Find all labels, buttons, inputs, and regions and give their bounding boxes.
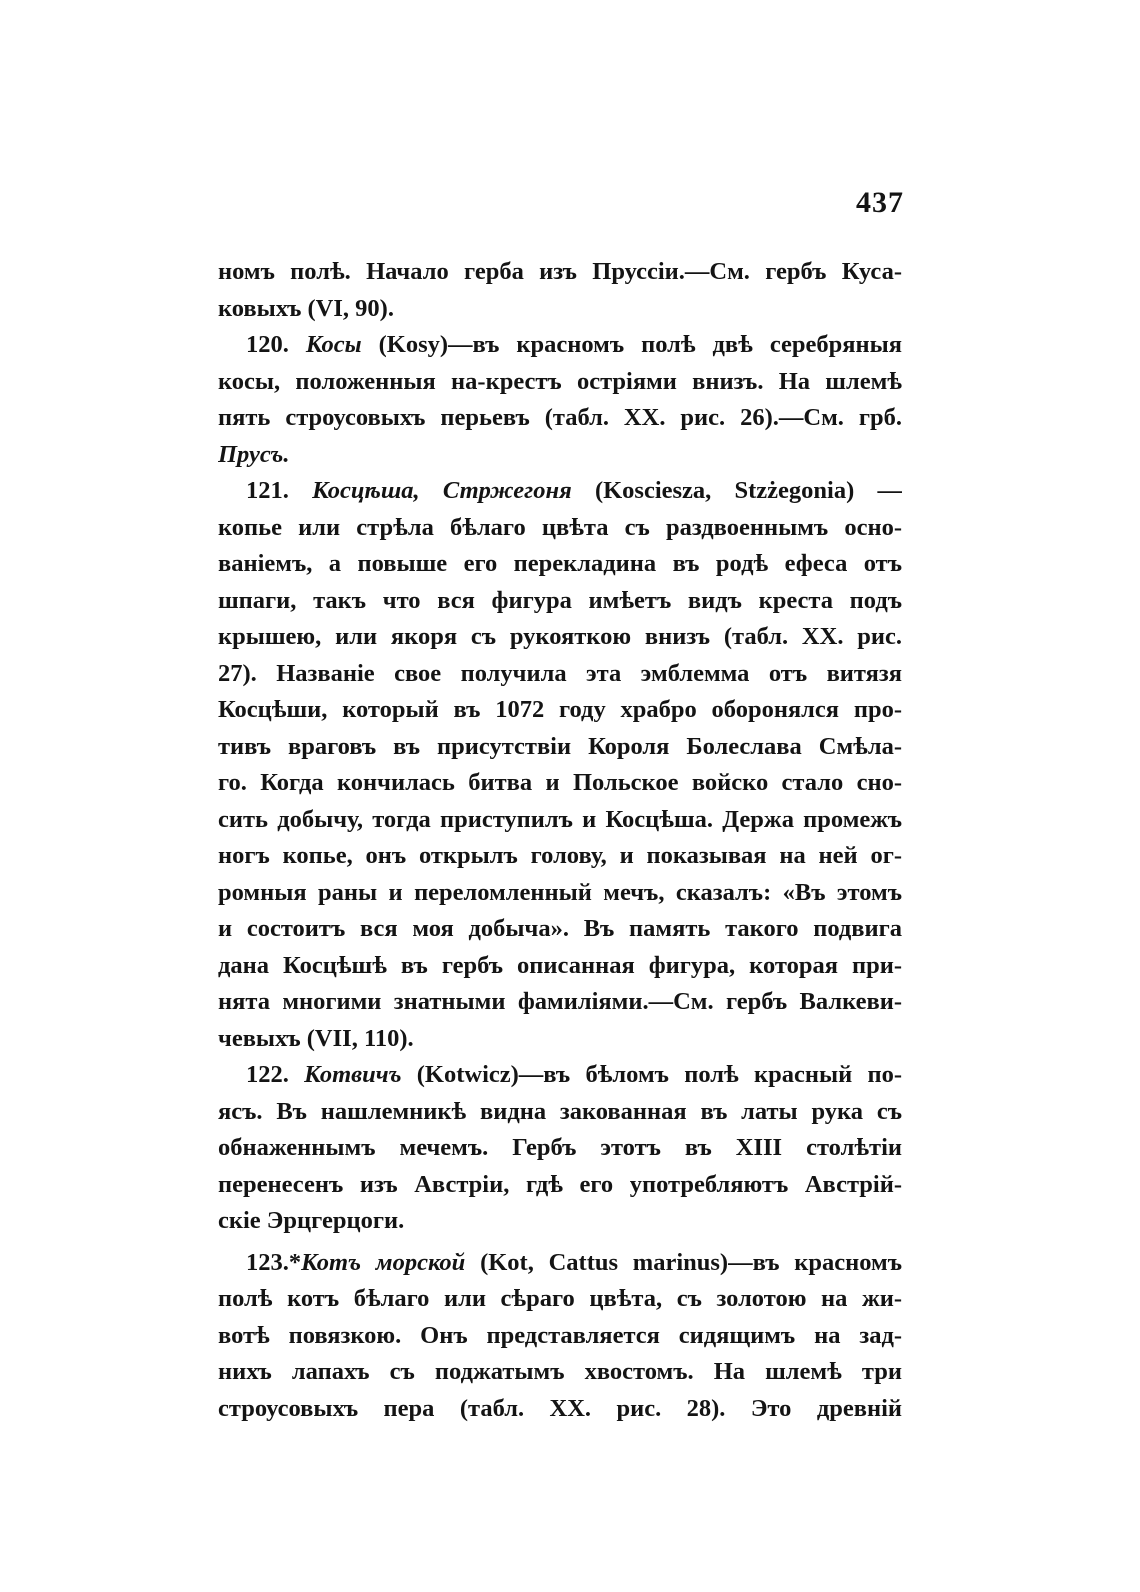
text-line [218,291,902,328]
text-run: (Kotwicz)—въ бѣломъ полѣ красный по- [401,1061,902,1088]
italic-term: Котъ морской [301,1248,466,1276]
text-run: (Kosy)—въ красномъ полѣ двѣ серебряныя [361,331,902,358]
text-run: 123.* [246,1248,302,1276]
text-run: чевыхъ (VII, 110). [218,1024,414,1052]
text-line [218,1203,902,1240]
text-line [218,254,902,291]
text-line [218,1318,902,1355]
text-line [218,546,902,583]
text-line [218,656,902,693]
text-run: ромныя раны и переломленный мечъ, сказалъ: «Въ этомъ [218,878,902,906]
text-run: (Kosciesza, Stzżegonia) — [571,477,902,504]
text-run: сить добычу, тогда приступилъ и Косцѣша. Держа промежъ [218,805,902,833]
text-line [218,802,902,839]
text-run: нихъ лапахъ съ поджатымъ хвостомъ. На шлемѣ три [218,1358,902,1385]
text-line [218,765,902,802]
text-line [218,1057,902,1094]
text-run: строусовыхъ пера (табл. XX. рис. 28). Это древній [218,1394,902,1422]
italic-term: Косцѣша, Стржегоня [312,477,572,504]
text-run: нята многими знатными фамиліями.—См. гербъ Валкеви- [218,988,902,1015]
text-run: ваніемъ, а повыше его перекладина въ родѣ ефеса отъ [218,550,902,577]
text-run: ясъ. Въ нашлемникѣ видна закованная въ латы рука съ [218,1097,902,1125]
text-line [218,911,902,948]
text-line [218,1021,902,1058]
text-run: го. Когда кончилась битва и Польское войско стало сно- [218,769,902,796]
text-line [218,437,902,474]
text-line [218,875,902,912]
text-line [218,1130,902,1167]
text-line [218,1245,902,1282]
text-run: перенесенъ изъ Австріи, гдѣ его употребляютъ Австрій- [218,1170,902,1198]
text-line [218,692,902,729]
italic-term: Косы [305,331,362,358]
text-run: и состоитъ вся моя добыча». Въ память такого подвига [218,915,902,942]
text-run: крышею, или якоря съ рукояткою внизъ (табл. XX. рис. [218,623,902,650]
text-line [218,583,902,620]
text-run: шпаги, такъ что вся фигура имѣетъ видъ креста подъ [218,586,902,614]
text-line [218,729,902,766]
text-line [218,1281,902,1318]
text-line [218,400,902,437]
text-run: вотѣ повязкою. Онъ представляется сидящимъ на зад- [218,1321,902,1349]
body-text [218,254,902,1427]
text-line [218,1094,902,1131]
page-number: 437 [856,186,904,219]
text-run: 27). Названіе свое получила эта эмблемма отъ витязя [218,659,902,687]
text-run: скіе Эрцгерцоги. [218,1207,405,1234]
text-run: полѣ котъ бѣлаго или сѣраго цвѣта, съ золотою на жи- [218,1285,902,1312]
text-run: номъ полѣ. Начало герба изъ Пруссіи.—См. гербъ Куса- [218,258,902,285]
text-line [218,1391,902,1428]
text-run: 121. [246,477,313,504]
text-line [218,838,902,875]
text-line [218,1167,902,1204]
text-run: пять строусовыхъ перьевъ (табл. XX. рис. 26).—См. грб. [218,404,902,431]
italic-term: Прусъ. [218,440,290,468]
text-run: косы, положенныя на-крестъ остріями внизъ. На шлемѣ [218,367,902,395]
italic-term: Котвичъ [304,1061,402,1088]
text-run: Косцѣши, который въ 1072 году храбро оборонялся про- [218,696,902,723]
text-run: обнаженнымъ мечемъ. Гербъ этотъ въ XIII столѣтіи [218,1134,902,1161]
text-line [218,619,902,656]
text-line [218,1354,902,1391]
text-run: тивъ враговъ въ присутствіи Короля Болеслава Смѣла- [218,732,902,760]
text-run: ковыхъ (VI, 90). [218,294,394,322]
text-run: копье или стрѣла бѣлаго цвѣта съ раздвоеннымъ осно- [218,513,902,541]
text-run: дана Косцѣшѣ въ гербъ описанная фигура, которая при- [218,951,902,979]
text-line [218,327,902,364]
text-line [218,364,902,401]
text-line [218,510,902,547]
text-line [218,984,902,1021]
text-line [218,948,902,985]
text-line [218,473,902,510]
text-run: 120. [246,331,306,358]
text-run: 122. [246,1061,305,1088]
text-run: (Kot, Cattus marinus)—въ красномъ [465,1248,902,1276]
text-run: ногъ копье, онъ открылъ голову, и показывая на ней ог- [218,842,902,869]
